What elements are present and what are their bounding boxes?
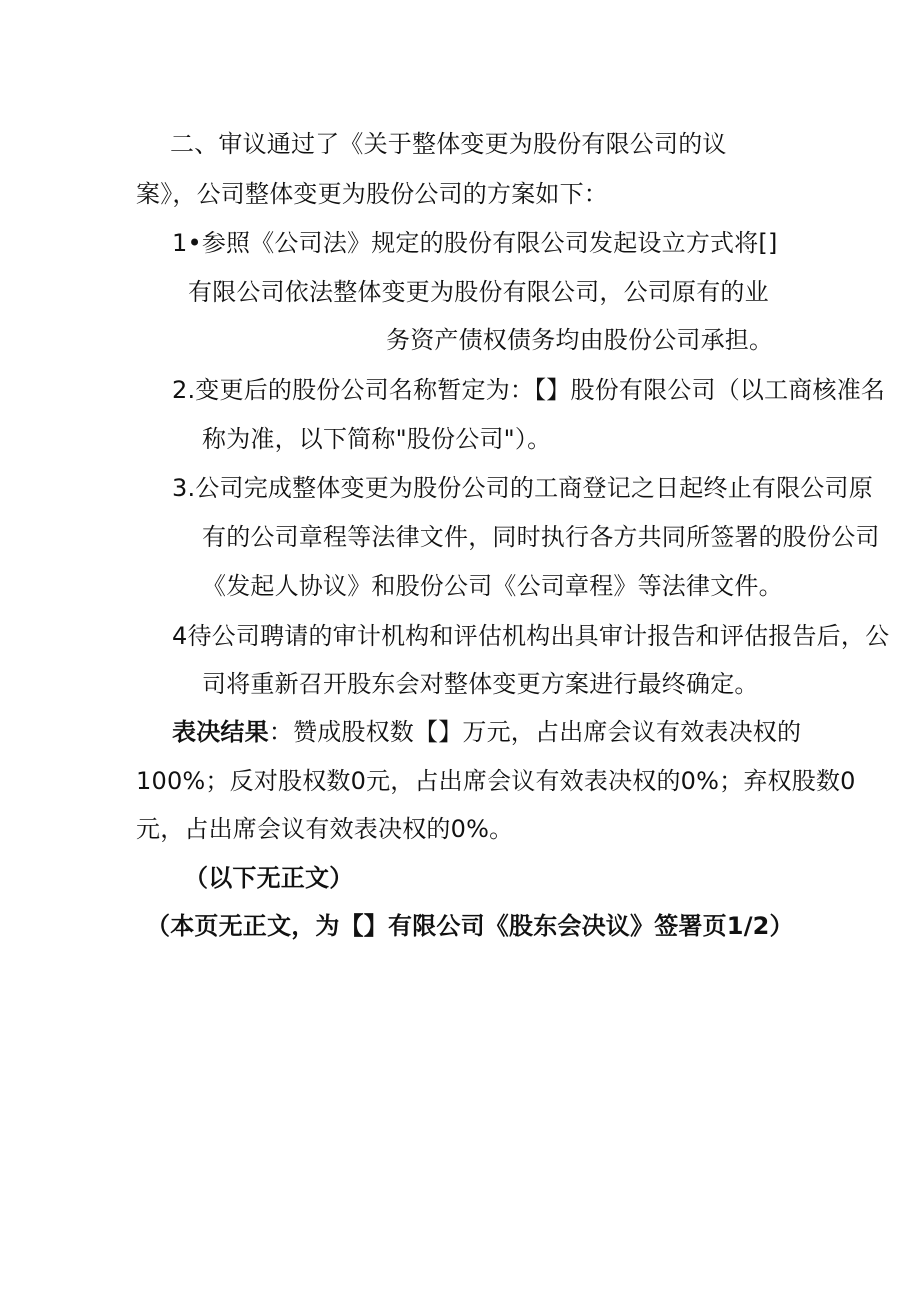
- vote-line-1: [172, 716, 801, 748]
- item-2-line-1: 2.变更后的股份公司名称暂定为：【】股份有限公司（以工商核准名: [172, 376, 886, 404]
- item-1-line-3: 务资产债权债务均由股份公司承担。: [386, 326, 774, 354]
- item-3-line-2: 有的公司章程等法律文件，同时执行各方共同所签署的股份公司: [202, 523, 880, 551]
- item-1-line-2: 有限公司依法整体变更为股份有限公司，公司原有的业: [188, 278, 769, 306]
- item-4-line-2: 司将重新召开股东会对整体变更方案进行最终确定。: [202, 670, 759, 698]
- vote-line-1-text: ：赞成股权数【】万元，占出席会议有效表决权的: [268, 718, 802, 746]
- section-two-line-2: 案》，公司整体变更为股份公司的方案如下：: [136, 180, 608, 208]
- item-1-line-1: 1•参照《公司法》规定的股份有限公司发起设立方式将[]: [172, 229, 778, 257]
- vote-label: 表决结果: [172, 718, 269, 746]
- item-2-line-2: 称为准，以下简称"股份公司"）。: [202, 425, 552, 453]
- vote-line-2: 100%；反对股权数0元，占出席会议有效表决权的0%；弃权股数0: [136, 767, 856, 795]
- end-note: （以下无正文）: [184, 864, 354, 892]
- section-two-line-1: 二、审议通过了《关于整体变更为股份有限公司的议: [170, 130, 727, 158]
- vote-line-3: 元，占出席会议有效表决权的0%。: [136, 815, 514, 843]
- item-3-line-1: 3.公司完成整体变更为股份公司的工商登记之日起终止有限公司原: [172, 474, 873, 502]
- item-3-line-3: 《发起人协议》和股份公司《公司章程》等法律文件。: [202, 572, 783, 600]
- item-4-line-1: 4待公司聘请的审计机构和评估机构出具审计报告和评估报告后，公: [172, 622, 890, 650]
- signature-page-note: （本页无正文，为【】有限公司《股东会决议》签署页1/2）: [146, 912, 794, 940]
